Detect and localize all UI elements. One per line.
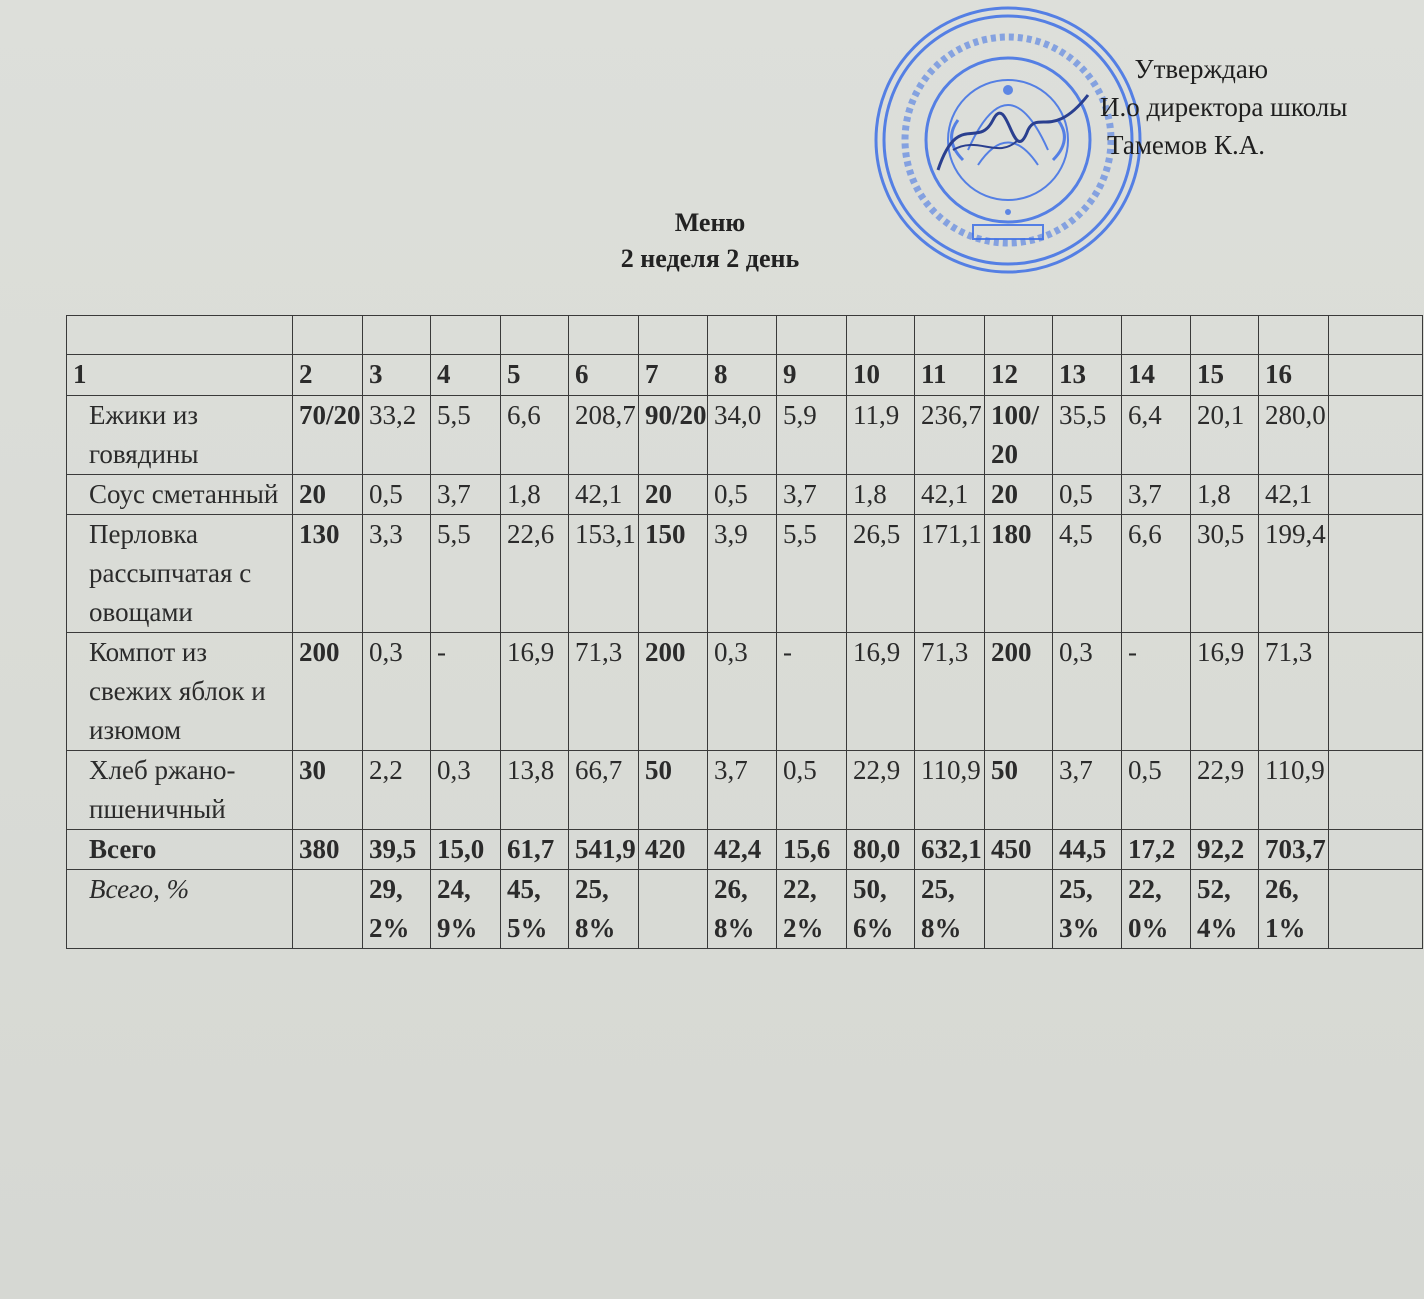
value-cell: 50 [985, 751, 1053, 830]
value-cell: - [1122, 633, 1191, 751]
dish-name-cell: Ежики из говядины [67, 396, 293, 475]
value-cell: 0,3 [708, 633, 777, 751]
table-cell [1191, 316, 1259, 355]
value-cell: 0,5 [1053, 475, 1122, 515]
value-cell: 11,9 [847, 396, 915, 475]
table-cell [363, 316, 431, 355]
approval-line-3: Тамемов К.А. [1107, 130, 1265, 160]
value-cell: 90/20 [639, 396, 708, 475]
table-row [67, 870, 1423, 949]
value-cell: 0,5 [1122, 751, 1191, 830]
value-cell: 0,5 [777, 751, 847, 830]
approval-block [1100, 50, 1400, 164]
value-cell: 30 [293, 751, 363, 830]
value-cell: 16,9 [1191, 633, 1259, 751]
value-cell [1329, 830, 1423, 870]
value-cell: 380 [293, 830, 363, 870]
value-cell: - [431, 633, 501, 751]
value-cell: 3,7 [431, 475, 501, 515]
dish-name-cell: Соус сметанный [67, 475, 293, 515]
dish-name-cell: Всего, % [67, 870, 293, 949]
value-cell: 42,4 [708, 830, 777, 870]
table-cell [847, 316, 915, 355]
menu-table [66, 315, 1423, 949]
value-cell: 100/20 [985, 396, 1053, 475]
value-cell: 92,2 [1191, 830, 1259, 870]
column-number-cell: 5 [501, 355, 569, 396]
value-cell: 15,0 [431, 830, 501, 870]
value-cell: 71,3 [569, 633, 639, 751]
value-cell: 110,9 [1259, 751, 1329, 830]
value-cell: 70/20 [293, 396, 363, 475]
table-cell [569, 316, 639, 355]
table-cell [1053, 316, 1122, 355]
value-cell: 3,9 [708, 515, 777, 633]
table-row [67, 633, 1423, 751]
table-header-row [67, 355, 1423, 396]
dish-name-cell: Перловка рассыпчатая с овощами [67, 515, 293, 633]
column-number-cell: 13 [1053, 355, 1122, 396]
value-cell: 236,7 [915, 396, 985, 475]
menu-title-line-2: 2 неделя 2 день [620, 244, 800, 273]
value-cell: 25,3% [1053, 870, 1122, 949]
table-row [67, 830, 1423, 870]
value-cell: 33,2 [363, 396, 431, 475]
dish-name-cell: Всего [67, 830, 293, 870]
table-cell [985, 316, 1053, 355]
value-cell: 153,1 [569, 515, 639, 633]
value-cell: 20,1 [1191, 396, 1259, 475]
table-cell [67, 316, 293, 355]
column-number-cell: 12 [985, 355, 1053, 396]
value-cell [1329, 475, 1423, 515]
column-number-cell: 11 [915, 355, 985, 396]
column-number-cell: 2 [293, 355, 363, 396]
value-cell: 50,6% [847, 870, 915, 949]
value-cell: 22,2% [777, 870, 847, 949]
value-cell: 0,3 [363, 633, 431, 751]
value-cell: 35,5 [1053, 396, 1122, 475]
table-cell [431, 316, 501, 355]
value-cell [1329, 396, 1423, 475]
value-cell: 3,3 [363, 515, 431, 633]
value-cell: 45,5% [501, 870, 569, 949]
value-cell: 16,9 [501, 633, 569, 751]
value-cell: 42,1 [915, 475, 985, 515]
table-cell [501, 316, 569, 355]
value-cell: 632,1 [915, 830, 985, 870]
value-cell: 0,5 [363, 475, 431, 515]
value-cell: 22,0% [1122, 870, 1191, 949]
value-cell: 200 [985, 633, 1053, 751]
value-cell: 199,4 [1259, 515, 1329, 633]
value-cell: 280,0 [1259, 396, 1329, 475]
value-cell: 80,0 [847, 830, 915, 870]
value-cell: 0,3 [1053, 633, 1122, 751]
value-cell: 3,7 [1122, 475, 1191, 515]
value-cell [1329, 633, 1423, 751]
value-cell: 2,2 [363, 751, 431, 830]
value-cell: 22,9 [847, 751, 915, 830]
value-cell [1329, 751, 1423, 830]
value-cell: 5,9 [777, 396, 847, 475]
value-cell: 3,7 [708, 751, 777, 830]
value-cell: - [777, 633, 847, 751]
value-cell: 6,4 [1122, 396, 1191, 475]
value-cell: 42,1 [1259, 475, 1329, 515]
value-cell: 16,9 [847, 633, 915, 751]
value-cell: 42,1 [569, 475, 639, 515]
approval-line-2: И.о директора школы [1100, 92, 1348, 122]
value-cell: 25,8% [915, 870, 985, 949]
dish-name-cell: Компот из свежих яблок и изюмом [67, 633, 293, 751]
value-cell: 1,8 [1191, 475, 1259, 515]
table-cell [639, 316, 708, 355]
value-cell: 29,2% [363, 870, 431, 949]
table-cell [293, 316, 363, 355]
value-cell: 66,7 [569, 751, 639, 830]
column-number-cell: 4 [431, 355, 501, 396]
column-number-cell [1329, 355, 1423, 396]
table-cell [708, 316, 777, 355]
value-cell: 1,8 [501, 475, 569, 515]
value-cell: 5,5 [431, 396, 501, 475]
value-cell: 22,6 [501, 515, 569, 633]
value-cell: 6,6 [1122, 515, 1191, 633]
value-cell: 34,0 [708, 396, 777, 475]
value-cell: 3,7 [777, 475, 847, 515]
value-cell: 26,1% [1259, 870, 1329, 949]
table-row [67, 751, 1423, 830]
column-number-cell: 7 [639, 355, 708, 396]
value-cell: 703,7 [1259, 830, 1329, 870]
value-cell: 30,5 [1191, 515, 1259, 633]
value-cell: 61,7 [501, 830, 569, 870]
value-cell: 71,3 [915, 633, 985, 751]
column-number-cell: 14 [1122, 355, 1191, 396]
value-cell: 200 [639, 633, 708, 751]
column-number-cell: 1 [67, 355, 293, 396]
value-cell: 17,2 [1122, 830, 1191, 870]
value-cell: 24,9% [431, 870, 501, 949]
value-cell: 71,3 [1259, 633, 1329, 751]
table-empty-row [67, 316, 1423, 355]
value-cell: 5,5 [777, 515, 847, 633]
value-cell [985, 870, 1053, 949]
value-cell: 208,7 [569, 396, 639, 475]
value-cell: 0,3 [431, 751, 501, 830]
value-cell: 5,5 [431, 515, 501, 633]
value-cell: 20 [293, 475, 363, 515]
table-cell [1122, 316, 1191, 355]
table-row [67, 515, 1423, 633]
column-number-cell: 16 [1259, 355, 1329, 396]
value-cell: 52,4% [1191, 870, 1259, 949]
table-cell [1329, 316, 1423, 355]
value-cell: 20 [639, 475, 708, 515]
value-cell: 26,8% [708, 870, 777, 949]
value-cell: 150 [639, 515, 708, 633]
value-cell [639, 870, 708, 949]
value-cell: 3,7 [1053, 751, 1122, 830]
value-cell: 1,8 [847, 475, 915, 515]
value-cell: 20 [985, 475, 1053, 515]
value-cell: 26,5 [847, 515, 915, 633]
value-cell: 450 [985, 830, 1053, 870]
column-number-cell: 15 [1191, 355, 1259, 396]
table-cell [915, 316, 985, 355]
table-cell [777, 316, 847, 355]
value-cell: 6,6 [501, 396, 569, 475]
table-row [67, 475, 1423, 515]
menu-title [500, 205, 920, 277]
value-cell [293, 870, 363, 949]
menu-title-line-1: Меню [674, 208, 746, 237]
column-number-cell: 6 [569, 355, 639, 396]
value-cell: 0,5 [708, 475, 777, 515]
value-cell: 25,8% [569, 870, 639, 949]
value-cell: 4,5 [1053, 515, 1122, 633]
value-cell: 200 [293, 633, 363, 751]
value-cell: 171,1 [915, 515, 985, 633]
value-cell: 39,5 [363, 830, 431, 870]
column-number-cell: 8 [708, 355, 777, 396]
value-cell [1329, 515, 1423, 633]
value-cell: 110,9 [915, 751, 985, 830]
table-row [67, 396, 1423, 475]
value-cell [1329, 870, 1423, 949]
value-cell: 130 [293, 515, 363, 633]
value-cell: 50 [639, 751, 708, 830]
value-cell: 180 [985, 515, 1053, 633]
approval-line-1: Утверждаю [1134, 54, 1268, 84]
value-cell: 15,6 [777, 830, 847, 870]
column-number-cell: 10 [847, 355, 915, 396]
value-cell: 22,9 [1191, 751, 1259, 830]
value-cell: 541,9 [569, 830, 639, 870]
column-number-cell: 9 [777, 355, 847, 396]
dish-name-cell: Хлеб ржано-пшеничный [67, 751, 293, 830]
table-cell [1259, 316, 1329, 355]
value-cell: 13,8 [501, 751, 569, 830]
value-cell: 44,5 [1053, 830, 1122, 870]
value-cell: 420 [639, 830, 708, 870]
column-number-cell: 3 [363, 355, 431, 396]
